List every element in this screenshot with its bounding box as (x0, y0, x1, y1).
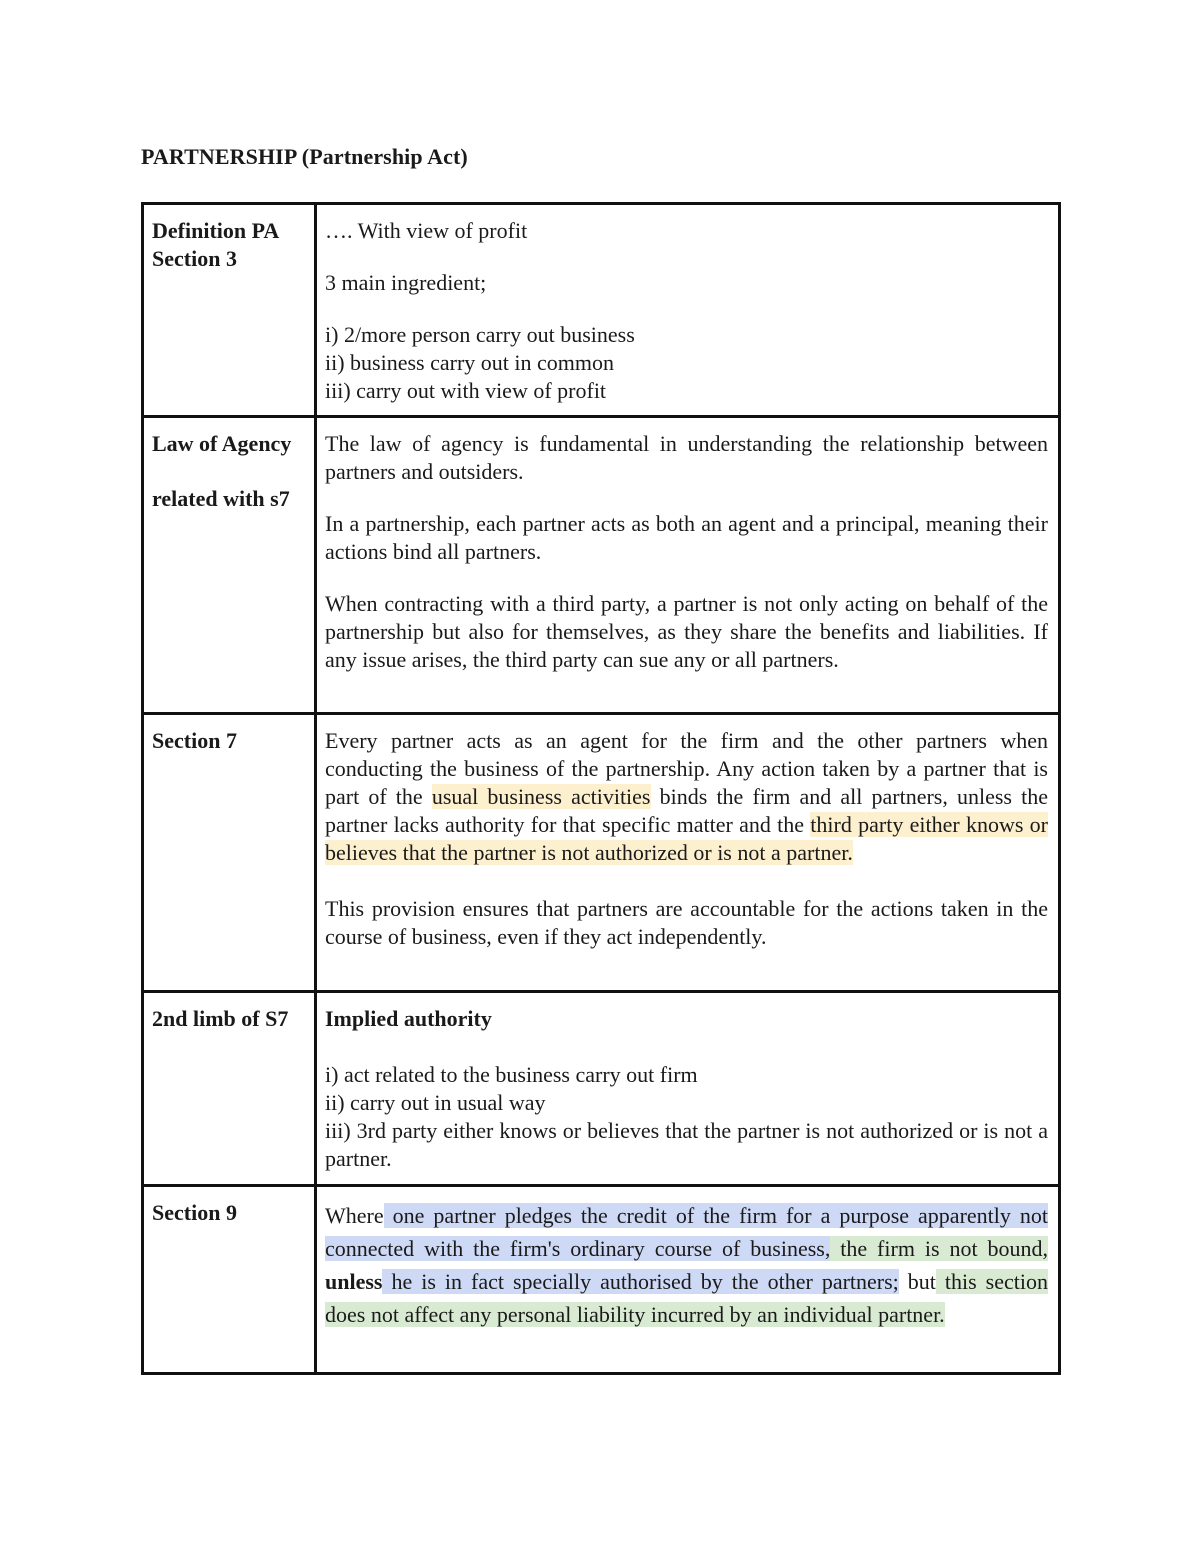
table-row-section9 (143, 1186, 1060, 1374)
list-item: i) 2/more person carry out business (325, 322, 635, 347)
row-content-agency (316, 417, 1060, 714)
label-line: related with s7 (152, 486, 290, 511)
bold-text: Implied authority (325, 1006, 492, 1031)
label-line: Law of Agency (152, 431, 292, 456)
highlight-blue: one partner pledges the credit of the firm for a purpose apparently not connected with the firm's ordinary course of business, (325, 1203, 1048, 1261)
text-run: binds the firm and all partners, unless the partner lacks authority for that specific matter and the (325, 784, 1048, 837)
text-run: but (898, 1269, 936, 1294)
row-label-section7: Section 7 (143, 714, 316, 992)
paragraph (325, 1199, 1048, 1331)
table-row-section7 (143, 714, 1060, 992)
label-line: Definition PA (152, 218, 280, 243)
paragraph: The law of agency is fundamental in understanding the relationship between partners and outsiders. (325, 431, 1048, 484)
page-title: PARTNERSHIP (Partnership Act) (141, 144, 468, 169)
row-label-definition (143, 204, 316, 417)
text-run: Where (325, 1203, 384, 1228)
definition-intro: …. With view of profit (325, 218, 528, 243)
paragraph: When contracting with a third party, a partner is not only acting on behalf of the partnership but also for themselves, as they share the benefits and liabilities. If any issue arises, the third party can sue any or all partners. (325, 591, 1048, 672)
bold-text: unless (325, 1269, 383, 1294)
row-content-section7 (316, 714, 1060, 992)
list-item: ii) carry out in usual way (325, 1090, 546, 1115)
list-item: iii) 3rd party either knows or believes that the partner is not authorized or is not a partner. (325, 1118, 1048, 1171)
highlight-green: the firm is not bound, (830, 1236, 1048, 1261)
list-item: ii) business carry out in common (325, 350, 615, 375)
row-content-limb (316, 992, 1060, 1186)
table-row-agency (143, 417, 1060, 714)
list-item: i) act related to the business carry out firm (325, 1062, 698, 1087)
table-row-definition (143, 204, 1060, 417)
label-line: Section 3 (152, 246, 237, 271)
limb-heading (325, 1005, 1048, 1033)
highlight-blue: he is in fact specially authorised by the other partners; (382, 1269, 899, 1294)
row-label-agency (143, 417, 316, 714)
notes-table (141, 202, 1061, 1375)
row-content-section9 (316, 1186, 1060, 1374)
text-run: Every partner acts as an agent for the firm and the other partners when conducting the business of the partnership. Any action taken by a partner that is part of the (325, 728, 1048, 809)
list-item: iii) carry out with view of profit (325, 378, 607, 403)
row-label-section9: Section 9 (143, 1186, 316, 1374)
table-row-limb (143, 992, 1060, 1186)
row-content-definition (316, 204, 1060, 417)
ingredients-heading: 3 main ingredient; (325, 270, 487, 295)
paragraph (325, 727, 1048, 867)
row-label-limb: 2nd limb of S7 (143, 992, 316, 1186)
highlight-yellow: usual business activities (431, 784, 651, 809)
highlight-green: this section does not affect any personal liability incurred by an individual partner. (325, 1269, 1048, 1327)
highlight-yellow: third party either knows or believes that the partner is not authorized or is not a partner. (325, 812, 1049, 865)
paragraph: This provision ensures that partners are accountable for the actions taken in the course of business, even if they act independently. (325, 896, 1048, 949)
paragraph: In a partnership, each partner acts as both an agent and a principal, meaning their actions bind all partners. (325, 511, 1048, 564)
